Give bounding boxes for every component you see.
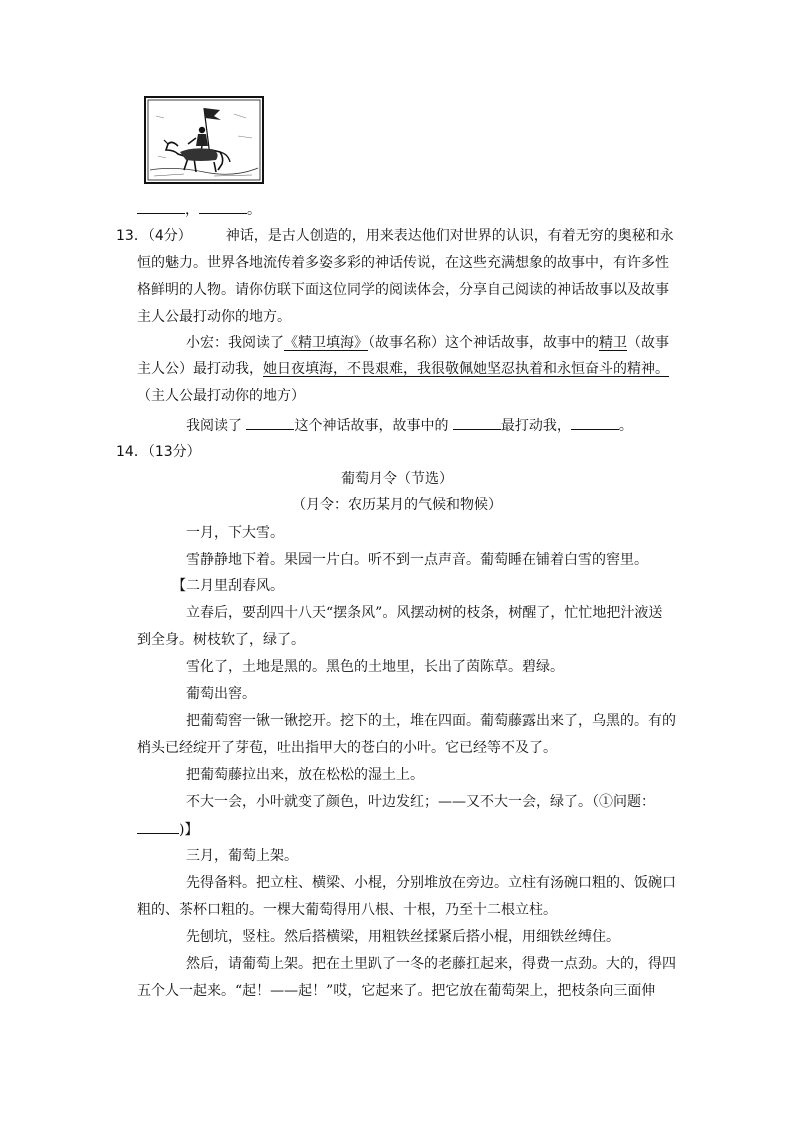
reason-blank[interactable] <box>571 415 619 430</box>
paragraph: 把葡萄窖一锹一锹挖开。挖下的土，堆在四面。葡萄藤露出来了，乌黑的。有的 <box>186 713 676 729</box>
question-1-line <box>137 819 198 840</box>
q13-header: 13．（4分） <box>116 228 192 244</box>
q13-prompt-line-1: 神话，是古人创造的，用来表达他们对世界的认识，有着无穷的奥秘和永 <box>225 228 674 244</box>
passage-title: 葡萄月令（节选） <box>341 471 453 487</box>
example-text: （故事 <box>627 335 669 351</box>
example-text: （故事名称）这个神话故事，故事中的 <box>368 335 599 351</box>
q13-prompt-line-2: 恒的魅力。世界各地流传着多姿多彩的神话传说，在这些充满想象的故事中，有许多性 <box>137 255 669 271</box>
paragraph: 一月，下大雪。 <box>186 525 284 541</box>
paragraph: 先得备料。把立柱、横梁、小棍，分别堆放在旁边。立柱有汤碗口粗的、饭碗口 <box>186 875 676 891</box>
paragraph: 雪化了，土地是黑的。黑色的土地里，长出了茵陈草。碧绿。 <box>186 659 564 675</box>
paragraph: 立春后，要刮四十八天“摆条风”。风摆动树的枝条，树醒了，忙忙地把汁液送 <box>186 605 663 621</box>
paragraph: 先刨坑，竖柱。然后搭横梁，用粗铁丝揉紧后搭小棍，用细铁丝缚住。 <box>186 929 620 945</box>
fill-text: 这个神话故事，故事中的 <box>294 418 453 434</box>
q13-example-line-3: （主人公最打动你的地方） <box>137 388 305 404</box>
paragraph: 然后，请葡萄上架。把在土里趴了一冬的老藤扛起来，得费一点劲。大的，得四 <box>186 956 676 972</box>
example-text: 小宏：我阅读了 <box>186 335 284 351</box>
answer-blank[interactable] <box>199 199 247 214</box>
answer-blank[interactable] <box>137 199 185 214</box>
paragraph: 五个人一起来。“起！——起！”哎，它起来了。把它放在葡萄架上，把枝条向三面伸 <box>137 983 656 999</box>
q13-prompt-line-3: 格鲜明的人物。请你仿联下面这位同学的阅读体会，分享自己阅读的神话故事以及故事 <box>137 282 669 298</box>
paragraph: 梢头已经绽开了芽苞，吐出指甲大的苍白的小叶。它已经等不及了。 <box>137 740 557 756</box>
paragraph: 三月，葡萄上架。 <box>186 848 298 864</box>
example-reason: 她日夜填海，不畏艰难，我很敬佩她坚忍执着和永恒奋斗的精神。 <box>263 361 669 377</box>
paragraph: 粗的、茶杯口粗的。一棵大葡萄得用八根、十根，乃至十二根立柱。 <box>137 902 557 918</box>
q12-answer-line <box>137 199 261 220</box>
q13-prompt-line-4: 主人公最打动你的地方。 <box>137 309 291 325</box>
example-story-title: 《精卫填海》 <box>284 335 368 351</box>
paragraph: 葡萄出窖。 <box>186 686 256 702</box>
q13-first-line <box>116 226 674 246</box>
fill-text: 。 <box>618 418 633 434</box>
story-name-blank[interactable] <box>246 415 294 430</box>
comma: ， <box>185 202 199 218</box>
question-1-blank[interactable] <box>137 819 179 834</box>
q13-example-line-2 <box>137 359 669 379</box>
bracket-close: )】 <box>179 822 199 838</box>
hero-blank[interactable] <box>453 415 501 430</box>
passage-subtitle: （月令：农历某月的气候和物候） <box>292 497 502 513</box>
paragraph: 不大一会，小叶就变了颜色，叶边发红；——又不大一会，绿了。（①问题： <box>186 794 655 810</box>
example-text: 主人公）最打动我， <box>137 361 263 377</box>
paragraph: 把葡萄藤拉出来，放在松松的湿土上。 <box>186 767 424 783</box>
fill-text: 我阅读了 <box>186 418 247 434</box>
paragraph: 雪静静地下着。果园一片白。听不到一点声音。葡萄睡在铺着白雪的窖里。 <box>186 552 648 568</box>
q14-header: 14．（13分） <box>116 444 201 460</box>
fill-text: 最打动我， <box>500 418 571 434</box>
q13-example-line-1 <box>186 333 669 353</box>
example-hero: 精卫 <box>599 335 627 351</box>
paragraph: 到全身。树枝软了，绿了。 <box>137 632 305 648</box>
paragraph: 【二月里刮春风。 <box>172 578 284 594</box>
q13-fill-line <box>186 415 633 436</box>
horseman-illustration <box>144 96 264 184</box>
period: 。 <box>247 202 261 218</box>
